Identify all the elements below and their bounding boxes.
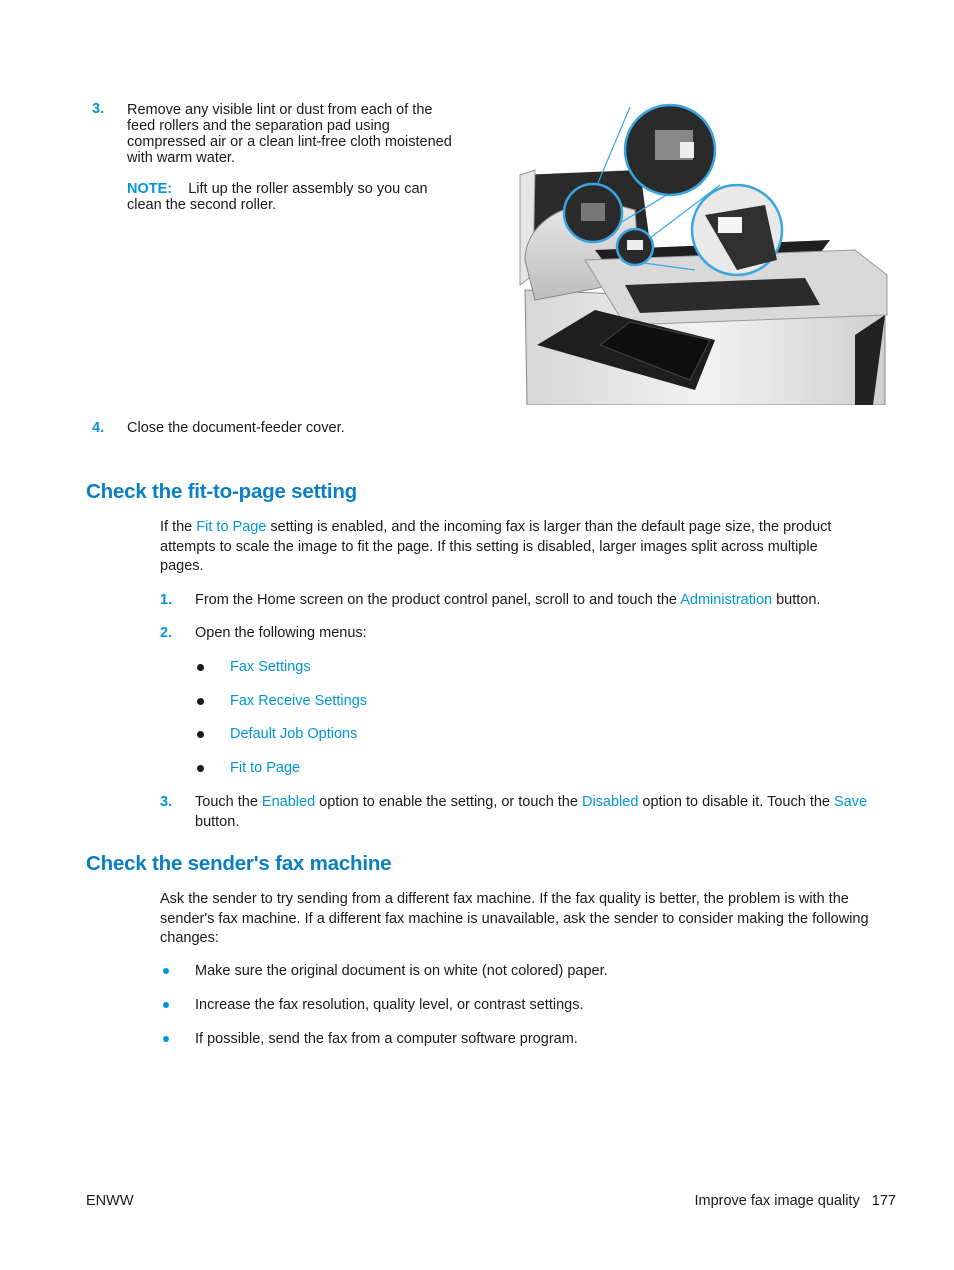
page-number: 177: [871, 1193, 896, 1209]
menu-fit-to-page[interactable]: Fit to Page: [230, 760, 301, 776]
administration-link[interactable]: Administration: [680, 592, 773, 608]
enabled-link[interactable]: Enabled: [261, 794, 316, 810]
list-item: Make sure the original document is on white (not colored) paper.: [195, 963, 608, 979]
section-heading: Check the fit-to-page setting: [86, 480, 357, 503]
step-number: 3.: [160, 794, 173, 810]
fit-to-page-link[interactable]: Fit to Page: [196, 519, 267, 535]
menu-fax-settings[interactable]: Fax Settings: [230, 659, 311, 675]
step-number: 4.: [92, 420, 105, 436]
menu-fax-receive-settings[interactable]: Fax Receive Settings: [230, 693, 368, 709]
footer-right: [694, 1193, 896, 1209]
note-text: Lift up the roller assembly so you can clean the second roller.: [127, 181, 428, 213]
bullet: [197, 664, 204, 671]
bullet: [163, 1036, 169, 1042]
bullet: [163, 968, 169, 974]
step-1-text: From the Home screen on the product control panel, scroll to and touch the Administration button.: [195, 592, 821, 608]
disabled-link[interactable]: Disabled: [581, 794, 639, 810]
bullet: [197, 698, 204, 705]
printer-illustration: [515, 100, 890, 405]
step-3-touch-text: Touch the Enabled option to enable the setting, or touch the Disabled option to disable it. Touch the Save button.: [195, 794, 868, 830]
note-label: NOTE:: [127, 181, 173, 197]
step-2-text: Open the following menus:: [195, 625, 367, 641]
step-3-text: Remove any visible lint or dust from each of the feed rollers and the separation pad using compressed air or a clean lint-free cloth moistened with warm water.: [127, 102, 452, 166]
step-number: 3.: [92, 101, 105, 117]
section-heading: Check the sender's fax machine: [86, 852, 392, 875]
note: [127, 181, 452, 213]
section-2-intro: Ask the sender to try sending from a different fax machine. If the fax quality is better, the problem is with the sender's fax machine. If a different fax machine is unavailable, ask the sender to consider making the following changes:: [160, 891, 869, 946]
footer-title: Improve fax image quality: [694, 1193, 860, 1209]
list-item: Increase the fax resolution, quality level, or contrast settings.: [195, 997, 584, 1013]
step-4-text: Close the document-feeder cover.: [127, 420, 345, 436]
list-item: If possible, send the fax from a computer software program.: [195, 1031, 578, 1047]
bullet: [163, 1002, 169, 1008]
bullet: [197, 731, 204, 738]
section-1-intro: If the Fit to Page setting is enabled, and the incoming fax is larger than the default page size, the product attempts to scale the image to fit the page. If this setting is disabled, larger images split across multiple pages.: [160, 519, 832, 574]
bullet: [197, 765, 204, 772]
step-number: 1.: [160, 592, 173, 608]
footer-left: ENWW: [86, 1193, 134, 1209]
save-link[interactable]: Save: [834, 794, 868, 810]
menu-default-job-options[interactable]: Default Job Options: [230, 726, 358, 742]
step-number: 2.: [160, 625, 173, 641]
